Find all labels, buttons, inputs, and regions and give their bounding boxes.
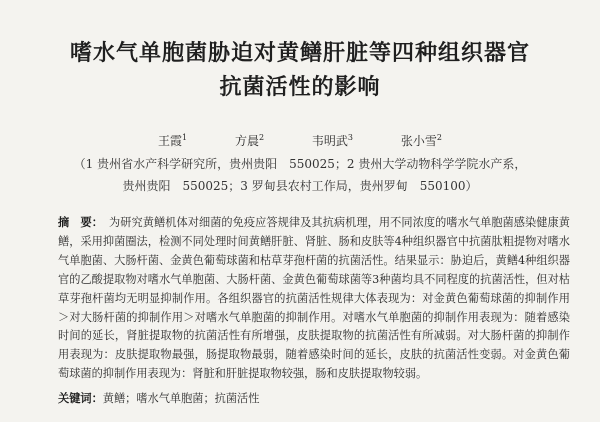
paper-title-line-1: 嗜水气单胞菌胁迫对黄鳝肝脏等四种组织器官 (69, 41, 530, 66)
affiliations-line-2: 贵州贵阳 550025；3 罗甸县农村工作局，贵州罗甸 550100） (122, 179, 478, 193)
author-affiliation-mark: 2 (258, 133, 265, 142)
abstract-text: 为研究黄鳝机体对细菌的免疫应答规律及其抗病机理，用不同浓度的嗜水气单胞菌感染健康黄鳝，采用抑菌圈法，检测不同处理时间黄鳝肝脏、肾脏、肠和皮肤等4种组织器官中抗菌肽粗提物对嗜水气单胞菌、大肠杆菌、金黄色葡萄球菌和枯草芽孢杆菌的抗菌活性。结果显示：胁迫后，黄鳝4种组织器官的乙酸提取物对嗜水气单胞菌、大肠杆菌、金黄色葡萄球菌等3种菌均具不同程度的抗菌活性，但对枯草芽孢杆菌均无明显抑制作用。各组织器官的抗菌活性规律大体表现为：对金黄色葡萄球菌的抑制作用＞对大肠杆菌的抑制作用＞对嗜水气单胞菌的抑制作用。对嗜水气单胞菌的抑制作用表现为：随着感染时间的延长，肾脏提取物的抗菌活性有所增强，皮肤提取物的抗菌活性有所减弱。对大肠杆菌的抑制作用表现为：皮肤提取物最强，肠提取物最弱，随着感染时间的延长，皮肤的抗菌活性变弱。对金黄色葡萄球菌的抑制作用表现为：肾脏和肝脏提取物较强，肠和皮肤提取物较弱。 (58, 216, 570, 381)
affiliations-line-1: （1 贵州省水产科学研究所，贵州贵阳 550025；2 贵州大学动物科学学院水产系， (73, 157, 527, 171)
author (401, 132, 442, 149)
author-affiliation-mark: 2 (436, 133, 442, 142)
keywords-text: 黄鳝；嗜水气单胞菌；抗菌活性 (102, 392, 260, 405)
author (158, 132, 187, 149)
abstract (58, 214, 570, 384)
author (312, 132, 353, 149)
keywords (58, 390, 259, 406)
paper-title-line-2: 抗菌活性的影响 (219, 75, 381, 100)
author (235, 132, 264, 149)
keywords-label: 关键词： (58, 392, 103, 405)
author-affiliation-mark: 1 (182, 133, 188, 142)
author-name: 张小雪 (400, 134, 437, 148)
author-name: 韦明武 (311, 134, 348, 148)
author-affiliation-mark: 3 (347, 133, 354, 142)
author-name: 方晨 (234, 134, 259, 148)
author-name: 王霞 (158, 134, 183, 148)
abstract-label: 摘 要： (58, 216, 103, 229)
author-list (0, 132, 600, 149)
